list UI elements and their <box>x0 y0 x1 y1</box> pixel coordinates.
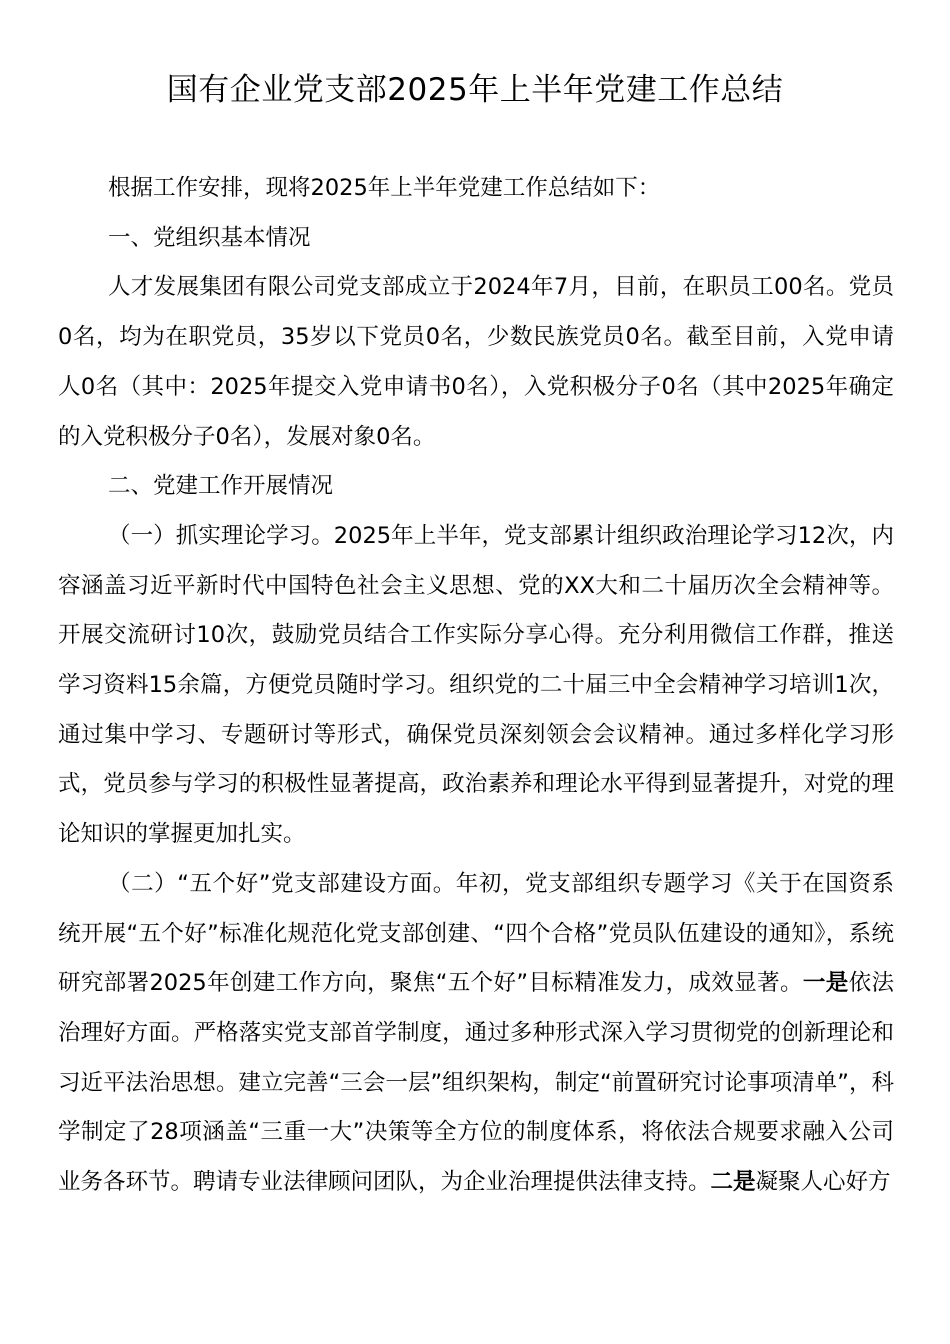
paragraph-text: 凝聚人心好方 <box>755 1169 891 1196</box>
section-2-paragraph-2 <box>58 860 894 1208</box>
section-2-paragraph-1: （一）抓实理论学习。2025年上半年，党支部累计组织政治理论学习12次，内容涵盖习近平新时代中国特色社会主义思想、党的XX大和二十届历次全会精神等。开展交流研讨10次，鼓励党员结合工作实际分享心得。充分利用微信工作群，推送学习资料15余篇，方便党员随时学习。组织党的二十届三中全会精神学习培训1次，通过集中学习、专题研讨等形式，确保党员深刻领会会议精神。通过多样化学习形式，党员参与学习的积极性显著提高，政治素养和理论水平得到显著提升，对党的理论知识的掌握更加扎实。 <box>58 522 894 848</box>
section-1-paragraph: 人才发展集团有限公司党支部成立于2024年7月，目前，在职员工00名。党员0名，均为在职党员，35岁以下党员0名，少数民族党员0名。截至目前，入党申请人0名（其中：2025年提交入党申请书0名），入党积极分子0名（其中2025年确定的入党积极分子0名），发展对象0名。 <box>58 274 894 450</box>
paragraph-text: （二）“五个好”党支部建设方面。年初，党支部组织专题学习《关于在国资系统开展“五个好”标准化规范化党支部创建、“四个合格”党员队伍建设的通知》，系统研究部署2025年创建工作方向，聚焦“五个好”目标精准发力，成效显著。 <box>58 870 894 997</box>
paragraph-text: 依法治理好方面。严格落实党支部首学制度，通过多种形式深入学习贯彻党的创新理论和习近平法治思想。建立完善“三会一层”组织架构，制定“前置研究讨论事项清单”，科学制定了28项涵盖“三重一大”决策等全方位的制度体系，将依法合规要求融入公司业务各环节。聘请专业法律顾问团队，为企业治理提供法律支持。 <box>58 970 894 1196</box>
bold-lead-2: 二是 <box>710 1169 756 1196</box>
intro-paragraph: 根据工作安排，现将2025年上半年党建工作总结如下： <box>108 175 661 201</box>
section-1-heading: 一、党组织基本情况 <box>108 224 311 251</box>
bold-lead-1: 一是 <box>802 970 849 997</box>
section-2-heading: 二、党建工作开展情况 <box>108 473 334 500</box>
document-title: 国有企业党支部2025年上半年党建工作总结 <box>166 72 784 108</box>
document-body <box>58 164 894 1208</box>
